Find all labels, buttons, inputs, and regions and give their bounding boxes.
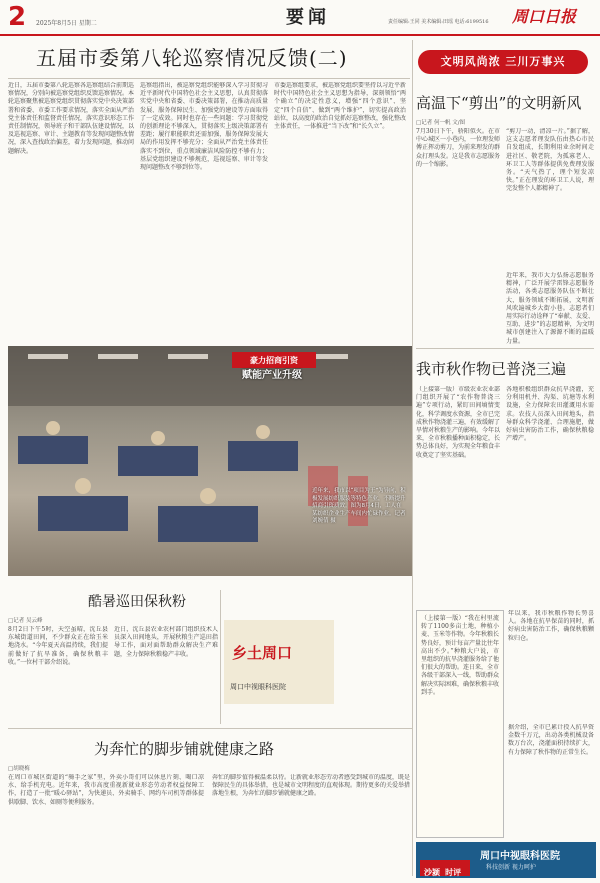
right-lower-paragraph-2: 据介绍，全市已累计投入抗旱资金数千万元，出动各类机械设备数万台次，浇灌面积持续扩大，有力保障了秋作物的正常生长。 [508, 724, 594, 756]
chronicle-paragraph-1: （上接第一版）市级农业农业部门组织开展了“农作物普浇三遍”专项行动，紧盯田间墒情变化，科学调度水资源，全市已完成秋作物浇灌三遍，有效缓解了旱情对秋粮生产的影响。今年以来，全市秋粮播种面积稳定，长势总体良好，为实现全年粮食丰收奠定了坚实基础。 [416, 386, 500, 459]
lower-headline: 为奔忙的脚步铺就健康之路 [94, 740, 275, 758]
chronicle-box [416, 610, 504, 838]
civility-paragraph-1: 7月30日下午，骄阳似火。在市中心城区一小巷内，一位理发师傅正挥动剪刀，为前来理发的群众打理头发。这是我市志愿服务的一个缩影。 [416, 128, 500, 168]
feature-subtitle: 赋能产业升级 [242, 370, 302, 381]
civility-banner [418, 50, 588, 74]
promo-label: 乡土周口 [232, 644, 293, 662]
chronicle-paragraph-2: 各地积极组织群众抗旱浇灌，充分利用机井、沟渠、坑塘等水利设施，全力保障农田灌溉用水需求。农技人员深入田间地头，指导群众科学浇灌、合理施肥，做好病虫害防治工作，确保秋粮稳产增产。 [506, 386, 594, 443]
lower-paragraph-1: 在周口市城区街道的“骑手之家”里，外卖小哥们可以休息片刻、喝口凉水、给手机充电。近年来，我市高度重视新就业形态劳动者权益保障工作，打造了一批“暖心驿站”，为快递员、外卖骑手、网约车司机等群体提供歇脚、饮水、如厕等便利服务。 [8, 774, 204, 806]
footer-column [420, 860, 470, 876]
trivia-paragraph-2: 近日，沈丘县农业农村部门组织技术人员深入田间地头，开展秋粮生产巡田指导工作，面对面帮助群众解决生产难题，全力保障秋粮稳产丰收。 [114, 626, 218, 658]
civility-headline: 高温下“剪出”的文明新风 [416, 94, 582, 112]
footer-column-title: 沙颍 [424, 867, 440, 877]
footer-ad-title: 周口中视眼科医院 [480, 851, 560, 862]
footer-column-sub: 时评 [445, 867, 462, 877]
lower-paragraph-2: 奔忙的脚步值得被温柔以待。让新就业形态劳动者感受到城市的温度，既是保障民生的具体举措，也是城市文明程度的直观体现。期待更多的关爱举措落地生根，为奔忙的脚步铺就健康之路。 [212, 774, 410, 798]
chronicle-headline: 我市秋作物已普浇三遍 [416, 360, 567, 378]
trivia-headline: 酷暑巡田保秋粉 [88, 594, 186, 610]
right-lower-paragraph-1: 年以来，我市秋粮作物长势喜人。各地在抗旱保苗的同时，抓好病虫害防治工作，确保秋粮颗粒归仓。 [508, 610, 594, 642]
lead-paragraph-2: 巡察组指出，被巡察党组织能够深入学习贯彻习近平新时代中国特色社会主义思想，认真贯彻落实党中央和省委、市委决策部署，在推动高质量发展、服务保障民生、加强党的建设等方面取得了一定成效。同时也存在一些问题：学习贯彻党的创新理论不够深入，贯彻落实上级决策部署有差距；履行职能职责还需加强，服务保障发展大局的作用发挥不够充分；全面从严治党主体责任落实不到位，重点领域廉洁风险防控不够有力；基层党组织建设不够规范，巡视巡察、审计等发现问题整改不够到位等。 [140, 82, 268, 172]
promo-sponsor: 周口中视眼科医院 [230, 683, 286, 691]
lead-paragraph-3: 市委巡察组要求，被巡察党组织要坚持以习近平新时代中国特色社会主义思想为指导，深刻领悟“两个确立”的决定性意义，增强“四个意识”、坚定“四个自信”、做到“两个维护”，切实提高政治站位，以高度的政治自觉抓好巡察整改，强化整改主体责任，一体推进“当下改”和“长久立”。 [274, 82, 406, 131]
lead-headline: 五届市委第八轮巡察情况反馈(二) [36, 46, 348, 70]
masthead: 周口日报 [512, 7, 577, 26]
banner-text: 文明风尚浓 三川万事兴 [440, 55, 566, 68]
lead-paragraph-1: 近日，五届市委第八轮巡察各巡察组结合前期巡察情况，分别向被巡察党组织反馈巡察情况。本轮巡察聚焦被巡察党组织贯彻落实党中央决策部署和省委、市委工作要求情况，落实全面从严治党主体责任和监督责任情况，落实意识形态工作责任制情况，领导班子和干部队伍建设情况，以及巡视巡察、审计、主题教育等发现问题整改情况，深入查找政治偏差，着力发现问题，推动问题解决。 [8, 82, 134, 155]
page-header [0, 0, 600, 36]
trivia-paragraph-1: 8月2日下午5时，天空虽晴，沈丘县东城街道田间，不少群众正在给玉米地浇水。“今年夏天高温持续，我们提前做好了抗旱准备，确保秋粮丰收。”一位村干部介绍说。 [8, 626, 108, 666]
date-line: 2025年8月5日 星期二 [36, 20, 97, 27]
civility-byline: □记者 何一帆 文/图 [416, 120, 466, 126]
trivia-byline: □记者 吴云峰 [8, 618, 43, 624]
chronicle-box-text: （上接第一版）“我在村里流转了1100多亩土地，种植小麦、玉米等作物。今年秋粮长势良好，预计每亩产量比往年高出不少。”种粮大户说，市里组织的抗旱浇灌服务给了他们很大的帮助。连日来，全市各级干部深入一线，帮助群众解决实际困难，确保秋粮丰收到手。 [421, 615, 500, 696]
footer-ad-sub: 科技创新 视力呵护 [486, 864, 536, 871]
civility-paragraph-2: “剪刀一动，清凉一片。”据了解，这支志愿者理发队伍由热心市民自发组成，长期利用业余时间走进社区、敬老院，为孤寡老人、环卫工人等群体提供免费理发服务。“天气热了，理个短发凉快。”正在理发的环卫工人说，理完发整个人都精神了。 [506, 128, 594, 193]
staff-line: 责任编辑:王同 美术编辑:田瑶 电话:6199516 [388, 19, 489, 25]
feature-badge [232, 352, 316, 368]
promo-block [224, 620, 334, 704]
feature-badge-text: 豪力招商引资 [250, 355, 298, 365]
lower-byline: □胡晓梅 [8, 766, 30, 772]
section-title: 要闻 [286, 7, 330, 28]
civility-paragraph-3: 近年来，我市大力弘扬志愿服务精神，广泛开展学雷锋志愿服务活动，各类志愿服务队伍不断壮大，服务领域不断拓展，文明新风吹遍城乡大街小巷。志愿者们用实际行动诠释了“奉献、友爱、互助、进步”的志愿精神，为文明城市创建注入了源源不断的温暖力量。 [506, 272, 594, 344]
page-number: 2 [8, 2, 27, 32]
factory-photo [8, 346, 412, 576]
factory-scene [8, 346, 412, 576]
footer-ad [416, 842, 596, 878]
feature-caption: 近年来，我市以“项目为王”为导向，积极发展纺织服装等特色产业，不断提升招商引资质效。图为8月4日，工人在某纺织企业生产车间内忙碌作业。记者 刘婉倩 摄 [312, 488, 406, 524]
